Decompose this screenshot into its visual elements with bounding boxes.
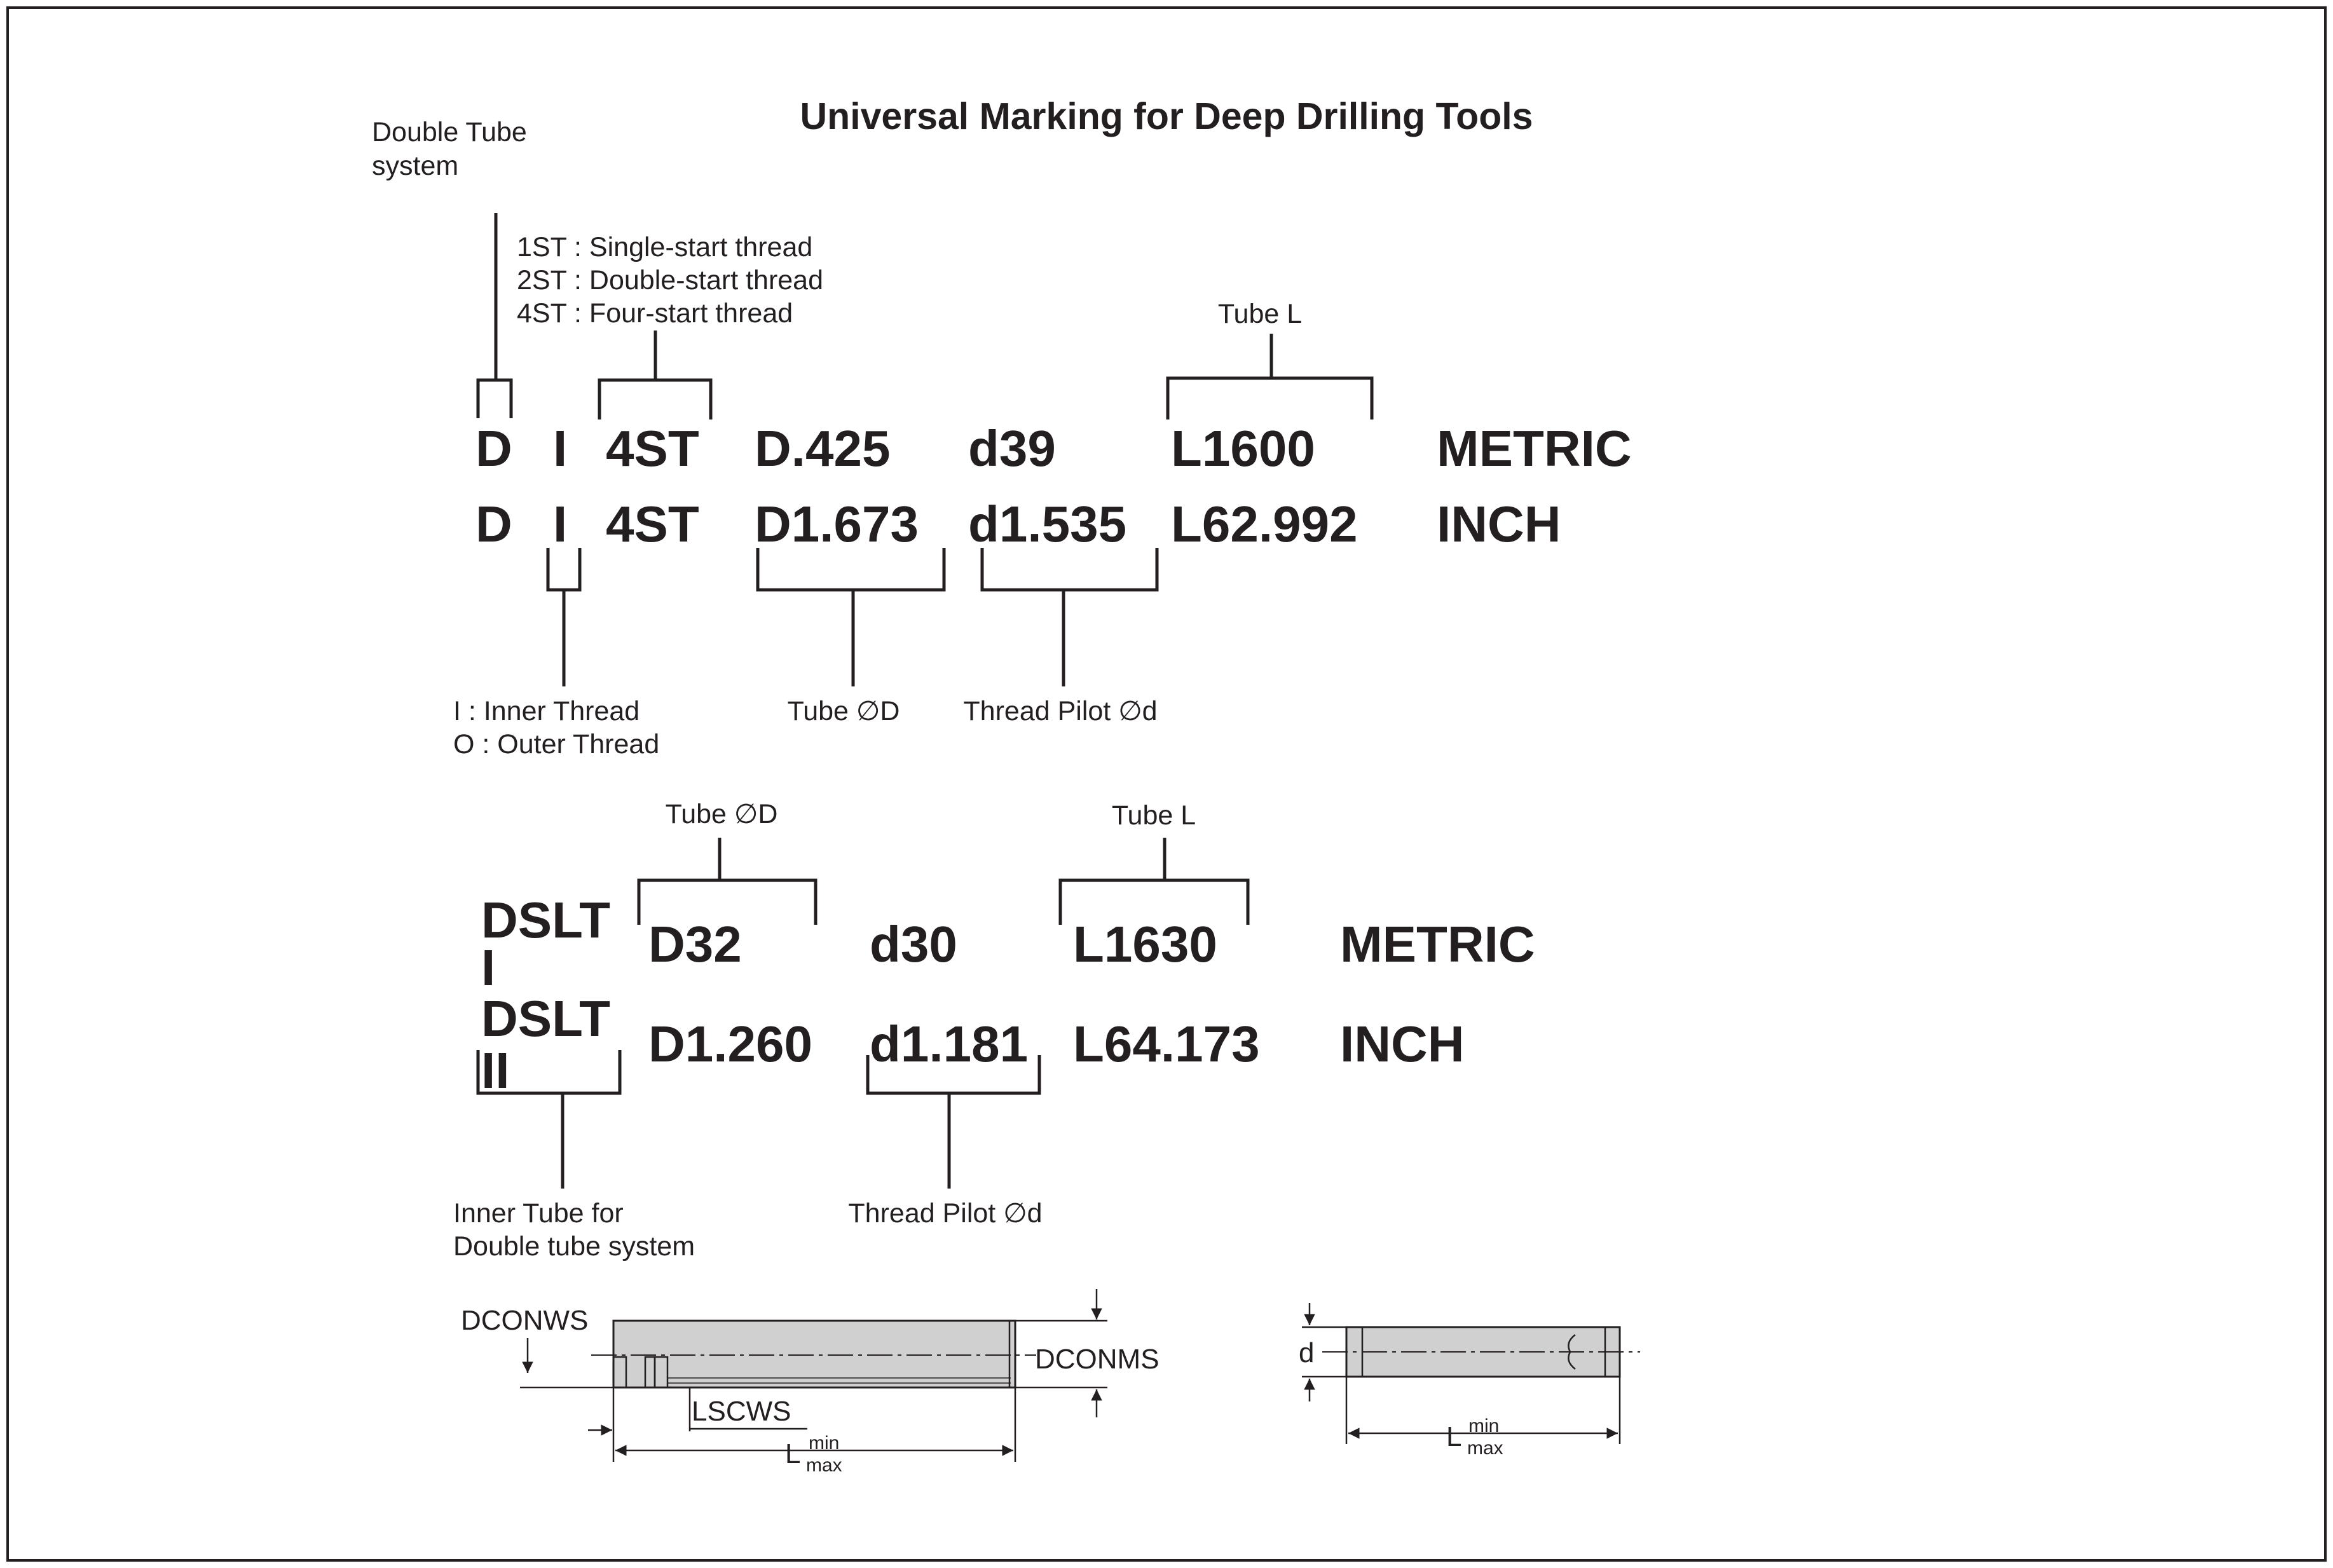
thread-pilot-label-top: Thread Pilot ∅d	[963, 696, 1158, 726]
code-tube-diameter-metric: D.425	[755, 420, 891, 477]
thread-start-note-1st: 1ST : Single-start thread	[517, 232, 813, 262]
tube-diameter-bracket-bottom	[639, 838, 816, 925]
lscws-label: LSCWS	[692, 1396, 791, 1427]
length-min-right: min	[1468, 1415, 1500, 1436]
unit-metric-bottom: METRIC	[1340, 916, 1535, 972]
dslt-metric-line1: DSLT	[481, 892, 610, 948]
thread-start-note-2st: 2ST : Double-start thread	[517, 265, 824, 296]
code-i-metric: I	[553, 420, 568, 477]
code-tube-diameter-inch: D1.673	[755, 496, 919, 552]
length-max-right: max	[1467, 1438, 1503, 1459]
page-frame	[8, 8, 2325, 1560]
thread-start-note-4st: 4ST : Four-start thread	[517, 298, 793, 329]
thread-starts-bracket	[599, 331, 711, 419]
length-label-right: L	[1446, 1421, 1462, 1452]
unit-inch-top: INCH	[1437, 496, 1561, 552]
thread-type-note-inner: I : Inner Thread	[453, 696, 640, 726]
dconws-label: DCONWS	[461, 1305, 589, 1336]
thread-type-note-outer: O : Outer Thread	[453, 729, 660, 760]
code-d-inch: D	[475, 496, 512, 552]
double-tube-label-line1: Double Tube	[372, 117, 527, 147]
tube-length-bracket-top	[1168, 334, 1372, 419]
diameter-label-right: d	[1299, 1337, 1315, 1368]
dslt-inch-line1: DSLT	[481, 990, 610, 1047]
code-i-inch: I	[553, 496, 568, 552]
length-min-left: min	[809, 1433, 840, 1454]
tube-length-label-top: Tube L	[1217, 299, 1303, 329]
code-tube-length-inch: L62.992	[1171, 496, 1358, 552]
thread-type-bracket	[548, 548, 580, 686]
code-pilot-diameter-inch-bottom: d1.181	[870, 1016, 1029, 1072]
tube-length-label-bottom: Tube L	[1111, 800, 1196, 831]
dconms-label: DCONMS	[1035, 1344, 1160, 1375]
tube-diameter-label-bottom: Tube ∅D	[665, 799, 778, 829]
unit-inch-bottom: INCH	[1340, 1016, 1465, 1072]
bottom-marking-section	[453, 799, 1535, 1262]
code-d-metric: D	[475, 420, 512, 477]
inner-tube-label-line2: Double tube system	[453, 1231, 695, 1262]
unit-metric-top: METRIC	[1437, 420, 1632, 477]
code-tube-diameter-metric-bottom: D32	[648, 916, 742, 972]
dslt-inch-line2: II	[481, 1042, 510, 1099]
inner-tube-label-line1: Inner Tube for	[453, 1198, 624, 1229]
thread-pilot-bracket-top	[982, 548, 1157, 686]
double-tube-bracket	[478, 213, 511, 418]
code-tube-length-metric: L1600	[1171, 420, 1315, 477]
code-4st-inch: 4ST	[606, 496, 699, 552]
tube-diameter-bracket-top	[758, 548, 944, 686]
thread-pilot-label-bottom: Thread Pilot ∅d	[848, 1198, 1043, 1229]
dslt-metric-line2: I	[481, 939, 496, 996]
code-pilot-diameter-inch: d1.535	[968, 496, 1127, 552]
top-marking-section	[372, 117, 1632, 760]
length-max-left: max	[806, 1455, 842, 1476]
code-tube-length-inch-bottom: L64.173	[1073, 1016, 1260, 1072]
double-tube-label-line2: system	[372, 151, 459, 181]
pilot-drawing-right	[1299, 1303, 1640, 1459]
code-4st-metric: 4ST	[606, 420, 699, 477]
code-pilot-diameter-metric: d39	[968, 420, 1056, 477]
length-label-left: L	[785, 1438, 801, 1469]
tube-diameter-label-top: Tube ∅D	[787, 696, 900, 726]
tube-length-bracket-bottom	[1060, 838, 1248, 925]
code-tube-diameter-inch-bottom: D1.260	[648, 1016, 812, 1072]
code-pilot-diameter-metric-bottom: d30	[870, 916, 957, 972]
code-tube-length-metric-bottom: L1630	[1073, 916, 1217, 972]
thread-pilot-bracket-bottom	[868, 1055, 1039, 1189]
page-title: Universal Marking for Deep Drilling Tools	[800, 95, 1533, 137]
tube-drawing-left	[461, 1289, 1160, 1476]
